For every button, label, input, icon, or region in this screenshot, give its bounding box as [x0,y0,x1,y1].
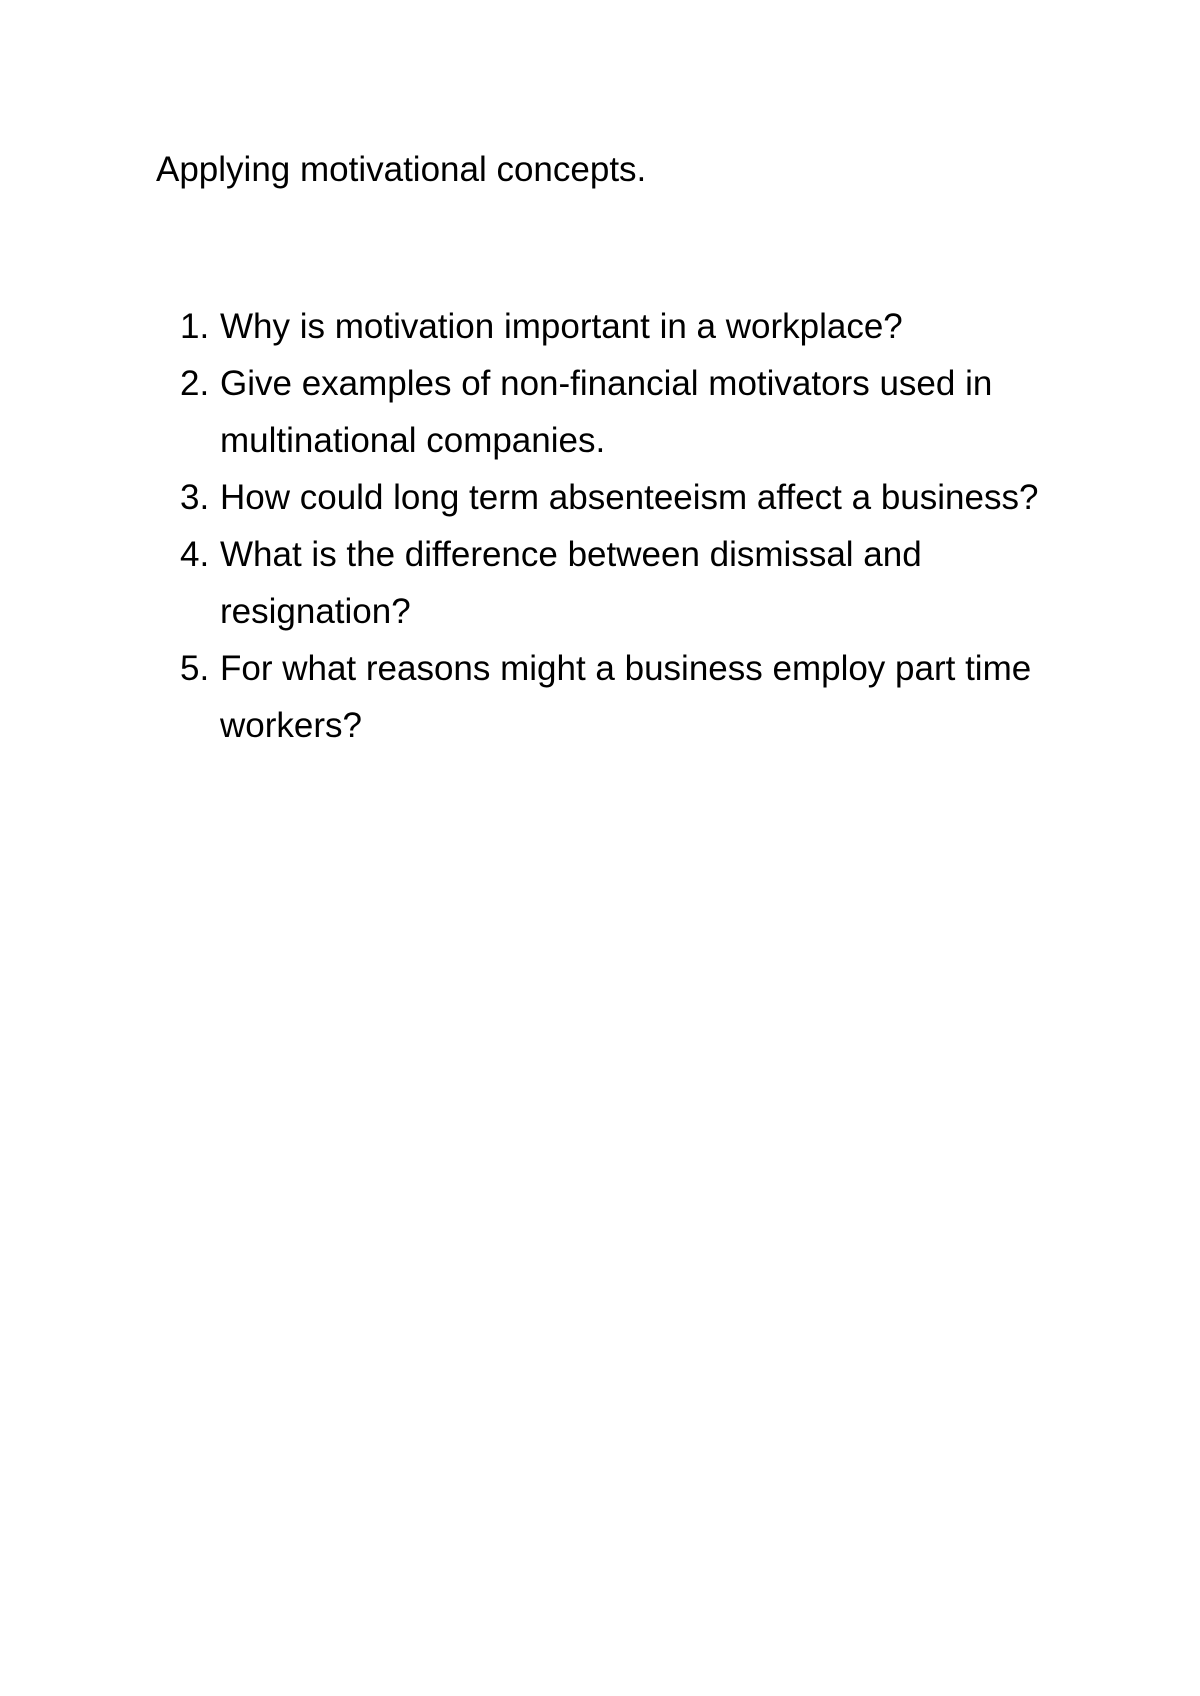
question-text: Give examples of non-financial motivators used in multinational companies. [220,364,993,460]
question-number: 3. [180,478,210,517]
question-item-1 [180,298,1060,355]
question-item-4 [180,526,1060,640]
question-number: 4. [180,535,210,574]
question-text: Why is motivation important in a workplace? [220,307,903,346]
question-number: 1. [180,307,210,346]
document-title: Applying motivational concepts. [156,150,647,189]
question-item-5 [180,640,1060,754]
question-list [180,298,1060,754]
question-number: 2. [180,364,210,403]
question-item-3 [180,469,1060,526]
question-number: 5. [180,649,210,688]
question-text: What is the difference between dismissal and resignation? [220,535,922,631]
question-text: For what reasons might a business employ part time workers? [220,649,1032,745]
question-item-2 [180,355,1060,469]
question-text: How could long term absenteeism affect a business? [220,478,1039,517]
